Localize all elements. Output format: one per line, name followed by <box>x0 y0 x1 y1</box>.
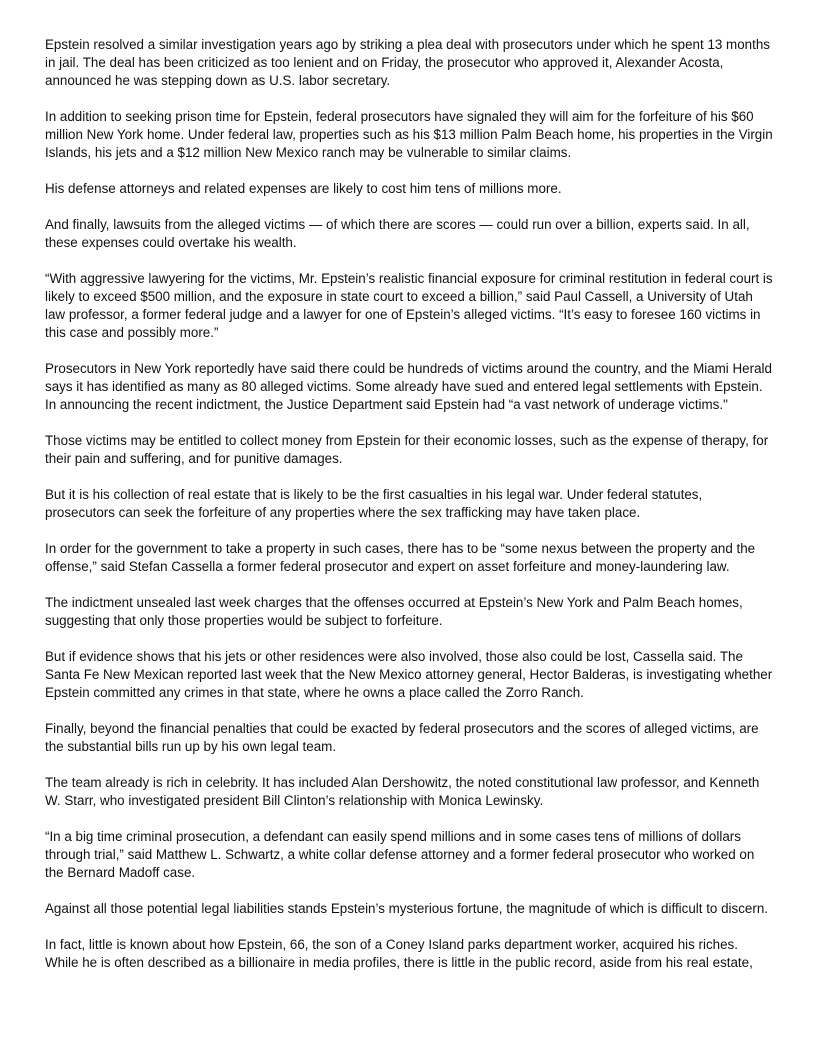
paragraph-12: Finally, beyond the financial penalties that could be exacted by federal prosecutors and the scores of alleged victims, are the substantial bills run up by his own legal team. <box>45 721 759 754</box>
paragraph-6: Prosecutors in New York reportedly have said there could be hundreds of victims around the country, and the Miami Herald says it has identified as many as 80 alleged victims. Some already have sued and entered legal settlements with Epstein. In announcing the recent indictment, the Justice Department said Epstein had “a vast network of underage victims." <box>45 361 772 412</box>
paragraph-7: Those victims may be entitled to collect money from Epstein for their economic losses, such as the expense of therapy, for their pain and suffering, and for punitive damages. <box>45 433 769 466</box>
paragraph-13: The team already is rich in celebrity. It has included Alan Dershowitz, the noted constitutional law professor, and Kenneth W. Starr, who investigated president Bill Clinton’s relationship with Monica Lewinsky. <box>45 775 760 808</box>
paragraph-14: “In a big time criminal prosecution, a defendant can easily spend millions and in some cases tens of millions of dollars through trial,” said Matthew L. Schwartz, a white collar defense attorney and a former federal prosecutor who worked on the Bernard Madoff case. <box>45 829 755 880</box>
document-page <box>45 36 773 972</box>
paragraph-16: In fact, little is known about how Epstein, 66, the son of a Coney Island parks department worker, acquired his riches. While he is often described as a billionaire in media profiles, there is little in the public record, aside from his real estate, <box>45 937 753 970</box>
paragraph-1: Epstein resolved a similar investigation years ago by striking a plea deal with prosecutors under which he spent 13 months in jail. The deal has been criticized as too lenient and on Friday, the prosecutor who approved it, Alexander Acosta, announced he was stepping down as U.S. labor secretary. <box>45 37 770 88</box>
paragraph-15: Against all those potential legal liabilities stands Epstein’s mysterious fortune, the magnitude of which is difficult to discern. <box>45 901 768 916</box>
paragraph-4: And finally, lawsuits from the alleged victims — of which there are scores — could run over a billion, experts said. In all, these expenses could overtake his wealth. <box>45 217 750 250</box>
paragraph-3: His defense attorneys and related expenses are likely to cost him tens of millions more. <box>45 181 562 196</box>
paragraph-5: “With aggressive lawyering for the victims, Mr. Epstein’s realistic financial exposure for criminal restitution in federal court is likely to exceed $500 million, and the exposure in state court to exceed a billion,” said Paul Cassell, a University of Utah law professor, a former federal judge and a lawyer for one of Epstein’s alleged victims. “It’s easy to foresee 160 victims in this case and possibly more.” <box>45 271 773 340</box>
paragraph-9: In order for the government to take a property in such cases, there has to be “some nexus between the property and the offense,” said Stefan Cassella a former federal prosecutor and expert on asset forfeiture and money-laundering law. <box>45 541 756 574</box>
paragraph-2: In addition to seeking prison time for Epstein, federal prosecutors have signaled they will aim for the forfeiture of his $60 million New York home. Under federal law, properties such as his $13 million Palm Beach home, his properties in the Virgin Islands, his jets and a $12 million New Mexico ranch may be vulnerable to similar claims. <box>45 109 773 160</box>
paragraph-11: But if evidence shows that his jets or other residences were also involved, those also could be lost, Cassella said. The Santa Fe New Mexican reported last week that the New Mexico attorney general, Hector Balderas, is investigating whether Epstein committed any crimes in that state, where he owns a place called the Zorro Ranch. <box>45 649 773 700</box>
paragraph-10: The indictment unsealed last week charges that the offenses occurred at Epstein’s New York and Palm Beach homes, suggesting that only those properties would be subject to forfeiture. <box>45 595 743 628</box>
paragraph-8: But it is his collection of real estate that is likely to be the first casualties in his legal war. Under federal statutes, prosecutors can seek the forfeiture of any properties where the sex trafficking may have taken place. <box>45 487 703 520</box>
